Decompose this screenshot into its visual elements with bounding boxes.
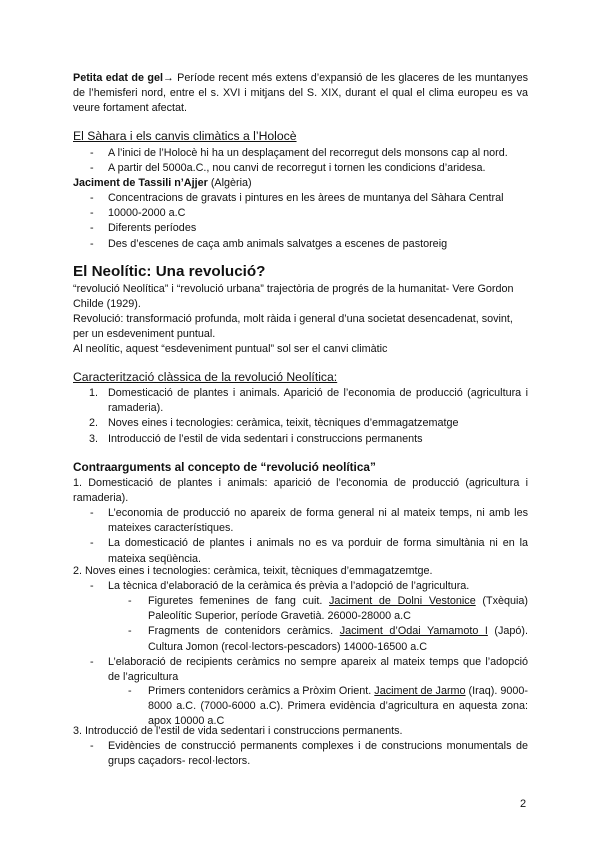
contra-heading: Contraarguments al concepto de “revolució neolítica” — [73, 460, 376, 474]
tassili-title-line — [73, 176, 528, 191]
neolitic-title: El Neolític: Una revolució? — [73, 263, 266, 280]
contra-s2-sublist-a — [73, 594, 528, 655]
list-item: 2. Noves eines i tecnologies: ceràmica, teixit, tècniques d’emmagatzematge — [89, 417, 459, 430]
contra-s3-list — [73, 739, 528, 769]
sahara-heading: El Sàhara i els canvis climàtics a l’Holocè — [73, 129, 297, 143]
tassili-list — [73, 191, 528, 252]
list-item: - Des d’escenes de caça amb animals salvatges a escenes de pastoreig — [73, 237, 528, 252]
intro-term: Petita edat de gel — [73, 72, 163, 84]
list-item: - La tècnica d’elaboració de la ceràmica és prèvia a l’adopció de l’agricultura. — [73, 579, 528, 594]
list-item: - Primers contenidors ceràmics a Pròxim Orient. Jaciment de Jarmo (Iraq). 9000-8000 a.C. (7000-6000 a.C). Primera evidència d’agricultura en aquesta zona: apox 10000 a.C — [73, 684, 528, 730]
neolitic-paragraph-1: “revolució Neolítica” i “revolució urbana” trajectòria de progrés de la humanitat- Vere Gordon Childe (1929). — [73, 283, 514, 311]
intro-text: Període recent més extens d’expansió de les glaceres de les muntanyes de l’hemisferi nord, entre el s. XVI i mitjans del S. XIX, durant el qual el clima europeu es va veure fortament afectat. — [73, 72, 528, 115]
neolitic-paragraph-2: Revolució: transformació profunda, molt ràida i general d’una societat desencadenat, sovint, per un esdeveniment puntual. — [73, 313, 513, 341]
contra-section-1: 1. Domesticació de plantes i animals: aparició de l’economia de producció (agricultura i ramaderia). — [73, 477, 528, 505]
arrow-icon: → — [162, 72, 174, 84]
site-link[interactable]: Jaciment de Jarmo — [374, 685, 466, 697]
classica-list — [73, 386, 528, 447]
contra-section-3: 3. Introducció de l’estil de vida sedentari i construccions permanents. — [73, 725, 403, 737]
site-link[interactable]: Jaciment de Dolni Vestonice — [329, 595, 476, 607]
list-item: - A l’inici de l’Holocè hi ha un desplaçament del recorregut dels monsons cap al nord. — [73, 146, 528, 161]
classica-heading: Caracterització clàssica de la revolució Neolítica: — [73, 370, 338, 384]
neolitic-paragraph-3: Al neolític, aquest “esdeveniment puntual” sol ser el canvi climàtic — [73, 343, 388, 355]
contra-section-2: 2. Noves eines i tecnologies: ceràmica, teixit, tècniques d’emmagatzemtge. — [73, 565, 433, 577]
list-item: - Fragments de contenidors ceràmics. Jaciment d’Odai Yamamoto I (Japó). Cultura Jomon (recol·lectors-pescadors) 14000-16500 a.C — [73, 624, 528, 654]
list-item: 3. Introducció de l’estil de vida sedentari i construccions permanents — [89, 432, 423, 445]
page-number: 2 — [520, 798, 527, 810]
list-item: - Concentracions de gravats i pintures en les àrees de muntanya del Sàhara Central — [73, 191, 528, 206]
list-item: - Figuretes femenines de fang cuit. Jaciment de Dolni Vestonice (Txèquia) Paleolític Superior, període Gravetià. 26000-28000 a.C — [73, 594, 528, 624]
list-item: - L’economia de producció no apareix de forma general ni al mateix temps, ni amb les mateixes característiques. — [73, 506, 528, 536]
sahara-list — [73, 146, 528, 176]
contra-s2-list-b — [73, 655, 528, 685]
contra-s2-sublist-b — [73, 684, 528, 730]
list-item: - Diferents períodes — [73, 221, 528, 236]
list-item: - L’elaboració de recipients ceràmics no sempre apareix al mateix temps que l’adopció de l’agricultura — [73, 655, 528, 685]
list-item: - 10000-2000 a.C — [73, 206, 528, 221]
intro-paragraph — [73, 71, 528, 117]
list-item: - La domesticació de plantes i animals no es va porduir de forma simultània ni en la mateixa seqüència. — [73, 536, 528, 566]
tassili-country: (Algèria) — [207, 177, 252, 189]
contra-s1-list — [73, 506, 528, 567]
list-item: 1. Domesticació de plantes i animals. Aparició de l’economia de producció (agricultura i ramaderia). — [89, 387, 528, 415]
list-item: - A partir del 5000a.C., nou canvi de recorregut i tornen les condicions d’aridesa. — [73, 161, 528, 176]
tassili-title: Jaciment de Tassili n’Ajjer — [73, 177, 208, 189]
contra-s2-list-a — [73, 579, 528, 594]
list-item: - Evidències de construcció permanents complexes i de construcions monumentals de grups caçadors- recol·lectors. — [73, 739, 528, 769]
site-link[interactable]: Jaciment d’Odai Yamamoto I — [339, 625, 488, 638]
